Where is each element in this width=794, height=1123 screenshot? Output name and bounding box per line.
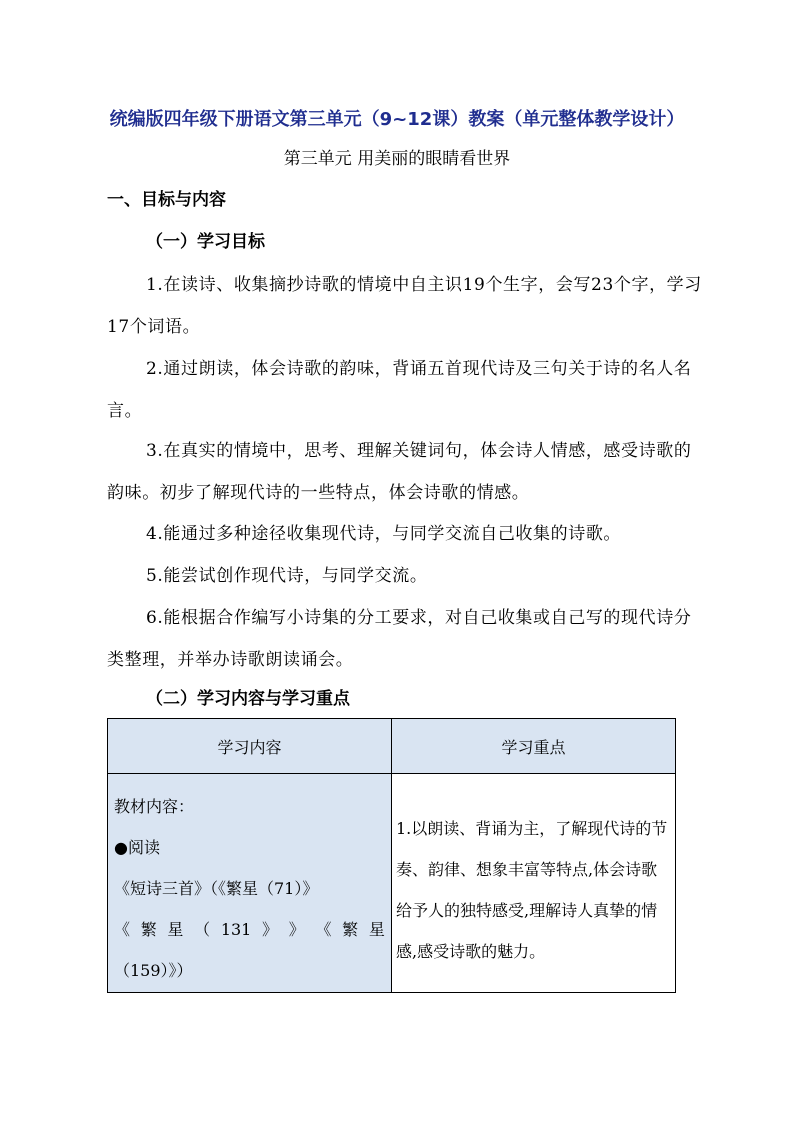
table-cell-focus	[392, 774, 676, 993]
content-line-poems-1: 《短诗三首》（《繁星（71）》	[114, 879, 319, 898]
spread-char: 星	[368, 920, 385, 939]
spread-char: 星	[167, 920, 184, 939]
spread-char: 繁	[140, 920, 157, 939]
goal-paragraph-3: 3.在真实的情境中，思考、理解关键词句，体会诗人情感，感受诗歌的韵味。初步了解现代诗的一些特点，体会诗歌的情感。	[107, 441, 692, 503]
table-row	[108, 774, 676, 993]
content-line-poems-3: （159）》）	[114, 961, 193, 980]
table-cell-content	[108, 774, 392, 993]
goal-paragraph-2: 2.通过朗读，体会诗歌的韵味，背诵五首现代诗及三句关于诗的名人名言。	[107, 359, 692, 421]
focus-text: 1.以朗读、背诵为主，了解现代诗的节奏、韵律、想象丰富等特点,体会诗歌给予人的独特感受,理解诗人真挚的情感,感受诗歌的魅力。	[396, 819, 668, 961]
spread-char: （	[194, 920, 211, 939]
content-line-materials: 教材内容：	[114, 797, 195, 816]
spread-char: 》	[288, 920, 305, 939]
table-header-content: 学习内容	[108, 719, 392, 774]
subsection-heading-content-focus: （二）学习内容与学习重点	[146, 689, 350, 709]
content-line-poems-2	[114, 909, 385, 950]
spread-char: 《	[315, 920, 332, 939]
content-line-reading: ●阅读	[114, 838, 160, 857]
spread-char: 《	[114, 920, 131, 939]
goal-paragraph-1: 1.在读诗、收集摘抄诗歌的情境中自主识19个生字，会写23个字，学习17个词语。	[107, 275, 702, 337]
document-subtitle: 第三单元 用美丽的眼睛看世界	[283, 149, 511, 169]
table-header-row	[108, 719, 676, 774]
table-header-focus: 学习重点	[392, 719, 676, 774]
subsection-heading-learning-goals: （一）学习目标	[146, 232, 265, 252]
spread-char: 131	[220, 920, 252, 939]
section-heading-goals-content: 一、目标与内容	[107, 190, 226, 210]
goal-paragraph-4: 4.能通过多种途径收集现代诗，与同学交流自己收集的诗歌。	[146, 524, 622, 544]
spread-char: 繁	[342, 920, 359, 939]
document-title: 统编版四年级下册语文第三单元（9~12课）教案（单元整体教学设计）	[109, 109, 685, 130]
content-focus-table	[107, 718, 676, 993]
goal-paragraph-5: 5.能尝试创作现代诗，与同学交流。	[146, 566, 428, 586]
spread-char: 》	[262, 920, 279, 939]
goal-paragraph-6: 6.能根据合作编写小诗集的分工要求，对自己收集或自己写的现代诗分类整理，并举办诗歌朗读诵会。	[107, 608, 692, 670]
